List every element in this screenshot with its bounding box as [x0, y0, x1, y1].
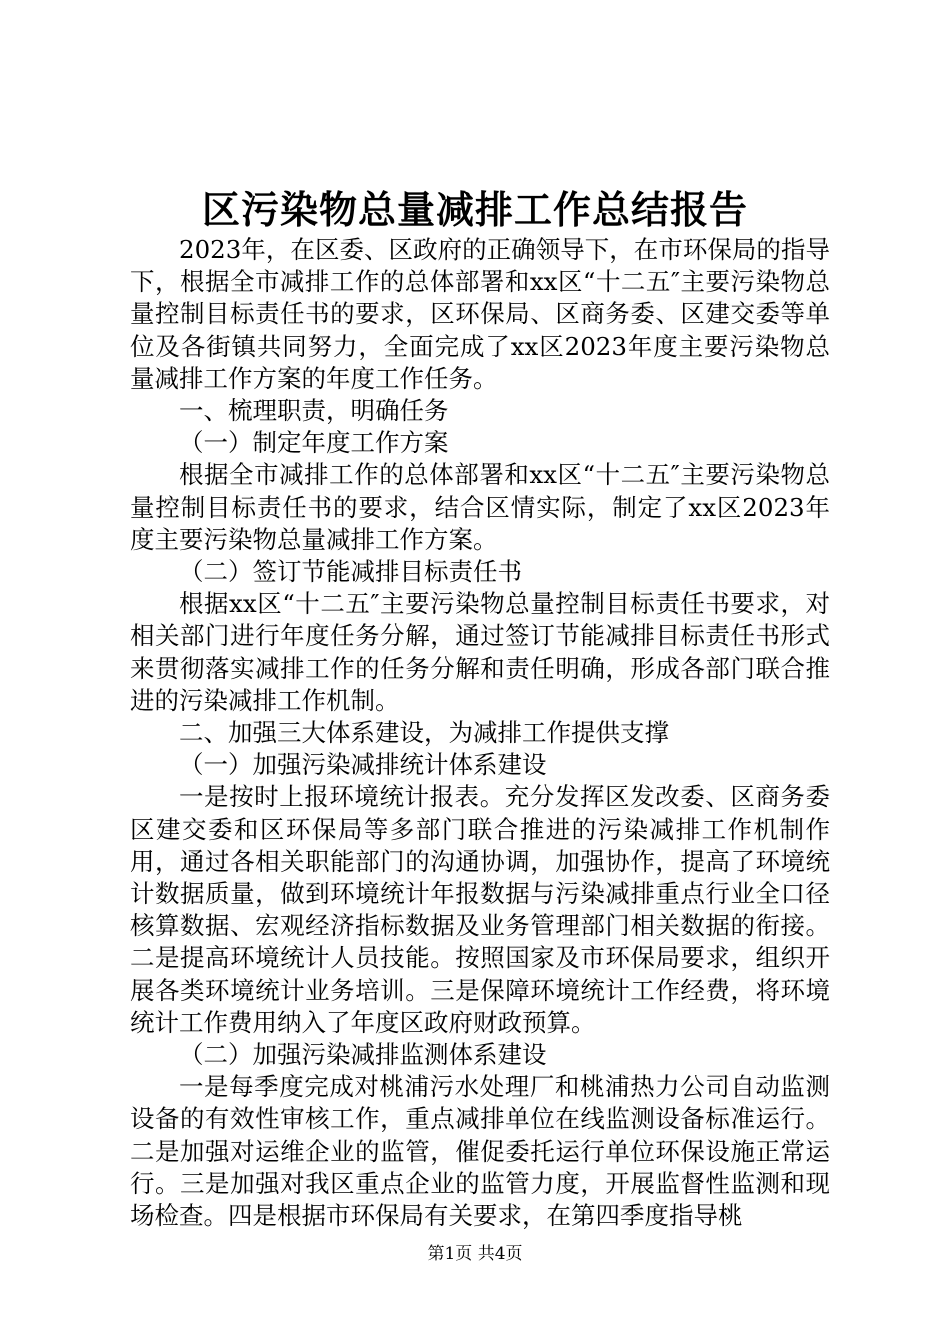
subsection-heading-2-1: （一）加强污染减排统计体系建设: [179, 750, 547, 780]
subsection-heading-1-2: （二）签订节能减排目标责任书: [179, 557, 522, 587]
subsection-heading-2-2: （二）加强污染减排监测体系建设: [179, 1040, 547, 1070]
paragraph-1-1: 根据全市减排工作的总体部署和xx区“十二五″主要污染物总量控制目标责任书的要求，结合区情实际，制定了xx区2023年度主要污染物总量减排工作方案。: [130, 460, 830, 554]
paragraph-intro: 2023年，在区委、区政府的正确领导下，在市环保局的指导下，根据全市减排工作的总体部署和xx区“十二五″主要污染物总量控制目标责任书的要求，区环保局、区商务委、区建交委等单位及各街镇共同努力，全面完成了xx区2023年度主要污染物总量减排工作方案的年度工作任务。: [130, 235, 830, 393]
paragraph-2-2: 一是每季度完成对桃浦污水处理厂和桃浦热力公司自动监测设备的有效性审核工作，重点减排单位在线监测设备标准运行。二是加强对运维企业的监管，催促委托运行单位环保设施正常运行。三是加强对我区重点企业的监管力度，开展监督性监测和现场检查。四是根据市环保局有关要求，在第四季度指导桃: [130, 1072, 830, 1231]
section-heading-2: 二、加强三大体系建设，为减排工作提供支撑: [179, 718, 669, 748]
paragraph-2-1: 一是按时上报环境统计报表。充分发挥区发改委、区商务委区建交委和区环保局等多部门联合推进的污染减排工作机制作用，通过各相关职能部门的沟通协调，加强协作，提高了环境统计数据质量，做到环境统计年报数据与污染减排重点行业全口径核算数据、宏观经济指标数据及业务管理部门相关数据的衔接。二是提高环境统计人员技能。按照国家及市环保局要求，组织开展各类环境统计业务培训。三是保障环境统计工作经费，将环境统计工作费用纳入了年度区政府财政预算。: [130, 782, 830, 1037]
page-title: 区污染物总量减排工作总结报告: [201, 188, 748, 232]
section-heading-1: 一、梳理职责，明确任务: [179, 396, 449, 426]
paragraph-1-2: 根据xx区“十二五″主要污染物总量控制目标责任书要求，对相关部门进行年度任务分解，通过签订节能减排目标责任书形式来贯彻落实减排工作的任务分解和责任明确，形成各部门联合推进的污染减排工作机制。: [130, 589, 830, 715]
document-body: [130, 234, 830, 1232]
subsection-heading-1-1: （一）制定年度工作方案: [179, 428, 449, 458]
page-footer: 第1页 共4页: [427, 1244, 523, 1264]
